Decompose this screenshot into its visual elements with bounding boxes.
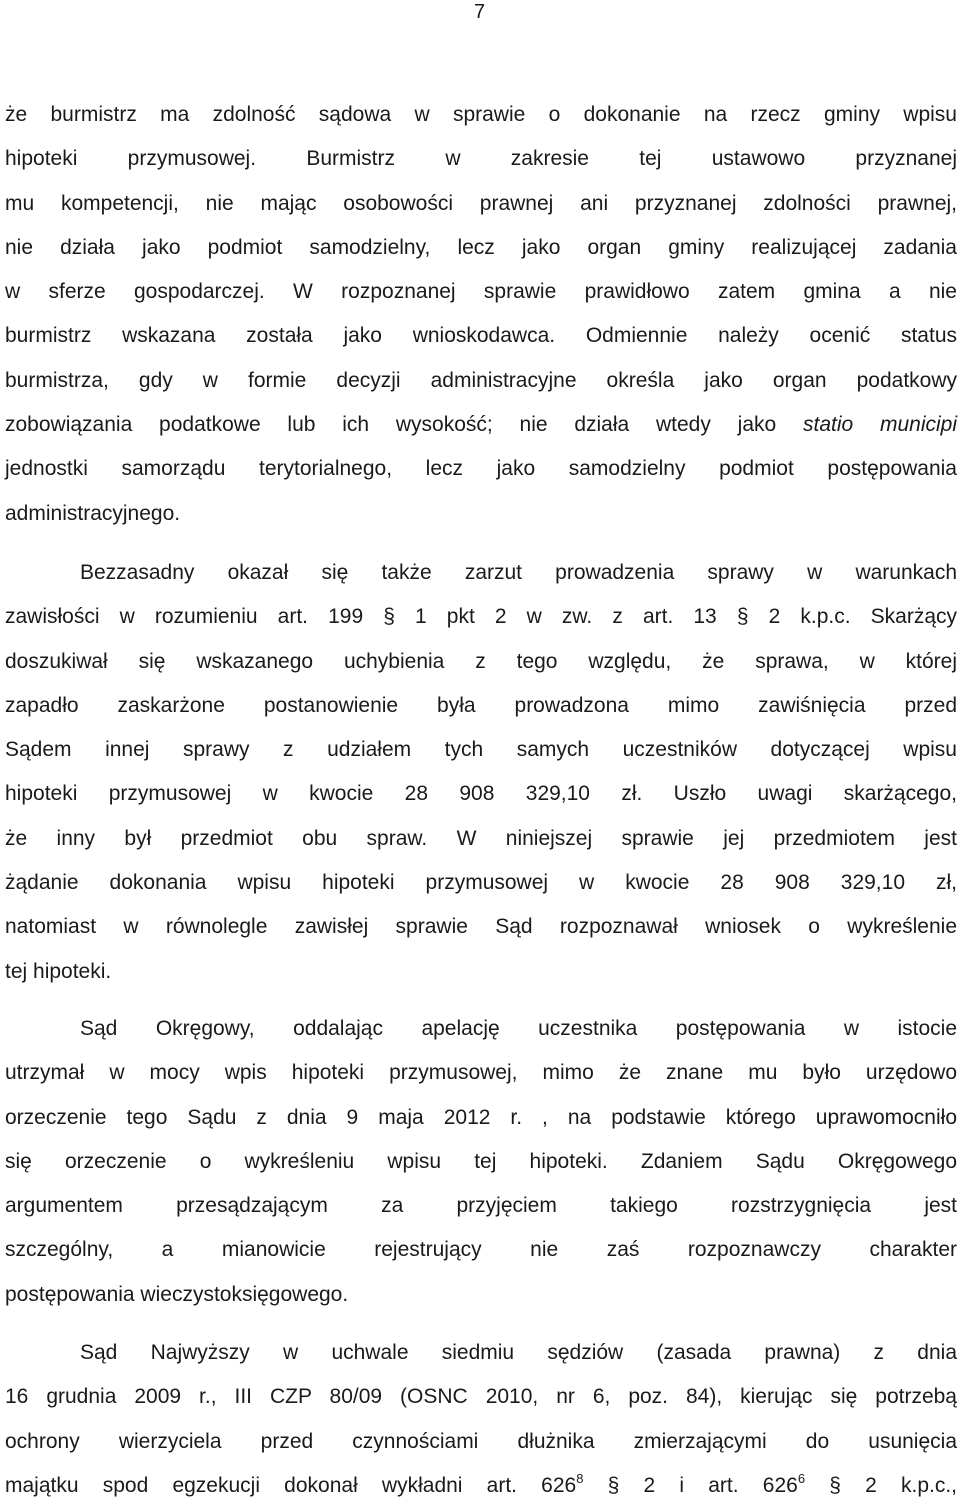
text-line (5, 270, 957, 314)
text-line (5, 182, 957, 226)
text-line (5, 359, 957, 403)
text-line (5, 226, 957, 270)
text-segment: mu kompetencji, nie mając osobowości prawnej ani przyznanej zdolności prawnej, (5, 191, 957, 215)
text-segment: administracyjnego. (5, 501, 181, 525)
text-segment: że burmistrz ma zdolność sądowa w sprawie o dokonanie na rzecz gminy wpisu (5, 103, 957, 126)
text-line (5, 492, 957, 536)
text-line (5, 684, 957, 728)
text-line (5, 728, 957, 772)
text-segment: ochrony wierzyciela przed czynnościami dłużnika zmierzającymi do usunięcia (5, 1429, 957, 1453)
text-segment: orzeczenie tego Sądu z dnia 9 maja 2012 r. , na podstawie którego uprawomocniło (5, 1105, 957, 1129)
text-line (5, 1464, 957, 1508)
italic-term: statio municipi (802, 413, 957, 437)
text-line (5, 1228, 957, 1272)
text-line (5, 950, 957, 994)
text-segment: majątku spod egzekucji dokonał wykładni art. 626 (5, 1473, 577, 1497)
text-line (5, 905, 957, 949)
text-segment: Sądem innej sprawy z udziałem tych samych uczestników dotyczącej wpisu (5, 738, 957, 762)
text-line (5, 772, 957, 816)
text-line (5, 447, 957, 491)
text-line (5, 1096, 957, 1140)
text-segment: żądanie dokonania wpisu hipoteki przymusowej w kwocie 28 908 329,10 zł, (5, 871, 957, 895)
text-segment: postępowania wieczystoksięgowego. (5, 1282, 349, 1306)
text-segment: się orzeczenie o wykreśleniu wpisu tej hipoteki. Zdaniem Sądu Okręgowego (5, 1149, 957, 1173)
text-segment: w sferze gospodarczej. W rozpoznanej sprawie prawidłowo zatem gmina a nie (5, 280, 957, 304)
text-segment: Bezzasadny okazał się także zarzut prowadzenia sprawy w warunkach (80, 561, 957, 584)
text-segment: hipoteki przymusowej w kwocie 28 908 329,10 zł. Uszło uwagi skarżącego, (5, 782, 957, 806)
text-line (5, 1140, 957, 1184)
text-line (5, 1420, 957, 1464)
text-segment: zawisłości w rozumieniu art. 199 § 1 pkt 2 w zw. z art. 13 § 2 k.p.c. Skarżący (5, 605, 957, 629)
page-number: 7 (474, 1, 486, 23)
text-segment: § 2 i art. 626 (583, 1473, 798, 1497)
text-line (5, 595, 957, 639)
text-line (5, 314, 957, 358)
text-segment: jednostki samorządu terytorialnego, lecz jako samodzielny podmiot postępowania (5, 457, 957, 481)
text-segment: § 2 k.p.c., (805, 1473, 958, 1497)
text-segment: natomiast w równolegle zawisłej sprawie Sąd rozpoznawał wniosek o wykreślenie (5, 915, 957, 939)
text-line (5, 1051, 957, 1095)
text-segment: utrzymał w mocy wpis hipoteki przymusowej, mimo że znane mu było urzędowo (5, 1061, 957, 1085)
text-line (5, 1007, 957, 1051)
text-line (5, 1375, 957, 1419)
paragraph-3 (5, 1007, 957, 1317)
text-line (5, 403, 957, 447)
text-line (5, 93, 957, 137)
text-segment: że inny był przedmiot obu spraw. W niniejszej sprawie jej przedmiotem jest (5, 826, 957, 850)
text-segment: tej hipoteki. (5, 959, 112, 983)
text-segment: szczególny, a mianowicie rejestrujący nie zaś rozpoznawczy charakter (5, 1238, 957, 1262)
text-line (5, 551, 957, 595)
text-segment: doszukiwał się wskazanego uchybienia z tego względu, że sprawa, w której (5, 649, 957, 673)
text-segment: hipoteki przymusowej. Burmistrz w zakresie tej ustawowo przyznanej (5, 147, 957, 171)
text-segment: burmistrza, gdy w formie decyzji administracyjne określa jako organ podatkowy (5, 368, 957, 392)
text-segment: argumentem przesądzającym za przyjęciem takiego rozstrzygnięcia jest (5, 1194, 957, 1218)
text-line (5, 640, 957, 684)
text-line (5, 1273, 957, 1317)
text-segment: Sąd Najwyższy w uchwale siedmiu sędziów (zasada prawna) z dnia (80, 1341, 957, 1364)
text-segment: Sąd Okręgowy, oddalając apelację uczestnika postępowania w istocie (80, 1017, 957, 1040)
text-line (5, 137, 957, 181)
paragraph-1 (5, 93, 957, 536)
text-line (5, 817, 957, 861)
superscript: 6 (797, 1470, 806, 1486)
paragraph-2 (5, 551, 957, 994)
text-line (5, 1331, 957, 1375)
superscript: 8 (576, 1470, 584, 1486)
text-segment: zobowiązania podatkowe lub ich wysokość; nie działa wtedy jako (5, 413, 803, 437)
text-segment: 16 grudnia 2009 r., III CZP 80/09 (OSNC 2010, nr 6, poz. 84), kierując się potrzebą (5, 1385, 957, 1409)
text-segment: zapadło zaskarżone postanowienie była prowadzona mimo zawiśnięcia przed (5, 693, 957, 717)
text-segment: nie działa jako podmiot samodzielny, lecz jako organ gminy realizującej zadania (5, 235, 957, 259)
text-line (5, 1184, 957, 1228)
text-line (5, 861, 957, 905)
text-segment: burmistrz wskazana została jako wnioskodawca. Odmiennie należy ocenić status (5, 324, 957, 348)
paragraph-4 (5, 1331, 957, 1508)
